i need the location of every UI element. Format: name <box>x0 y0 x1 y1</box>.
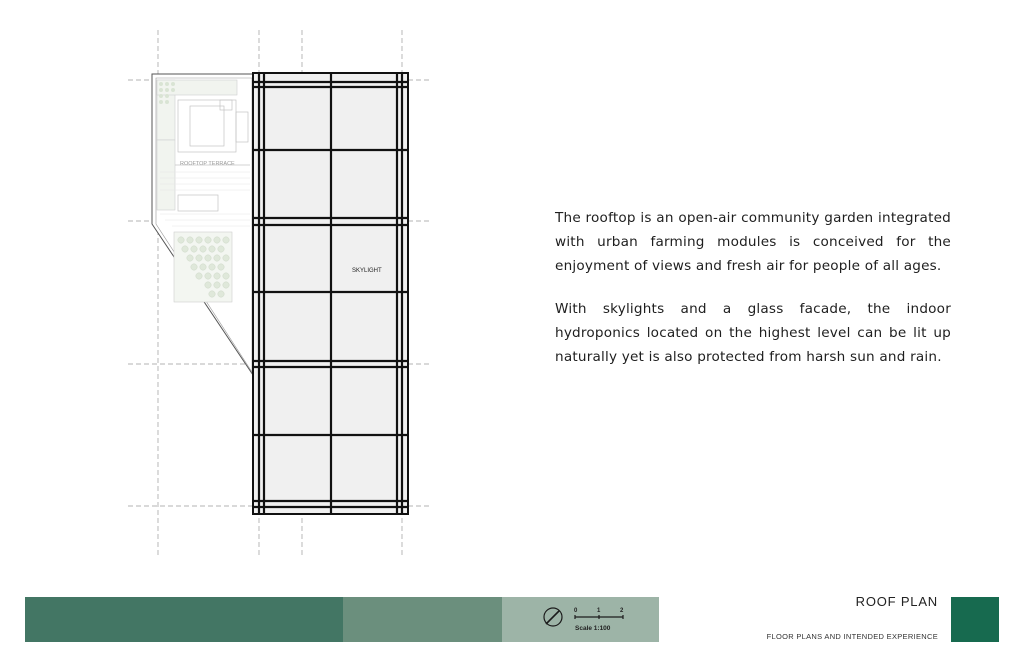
scale-tick-1: 1 <box>597 608 601 614</box>
footer-band-dark <box>25 597 343 642</box>
sheet-title: ROOF PLAN <box>855 594 938 609</box>
scale-bar-line <box>575 615 623 619</box>
footer-band-mid <box>343 597 502 642</box>
accent-block <box>951 597 999 642</box>
scale-tick-0: 0 <box>574 608 578 614</box>
description-paragraph-1: The rooftop is an open-air community garden integrated with urban farming modules is conceived for the enjoyment of views and fresh air for people of all ages. <box>555 210 951 274</box>
terrace-label: ROOFTOP TERRACE <box>180 161 235 167</box>
north-arrow-icon <box>544 608 562 626</box>
description-paragraph-2: With skylights and a glass facade, the indoor hydroponics located on the highest level can be lit up naturally yet is also protected from harsh sun and rain. <box>555 301 951 365</box>
skylight-label: SKYLIGHT <box>352 268 382 274</box>
sheet-subtitle: FLOOR PLANS AND INTENDED EXPERIENCE <box>766 632 938 641</box>
scale-bar <box>540 602 640 636</box>
scale-label: Scale 1:100 <box>575 625 611 632</box>
scale-tick-2: 2 <box>620 608 624 614</box>
